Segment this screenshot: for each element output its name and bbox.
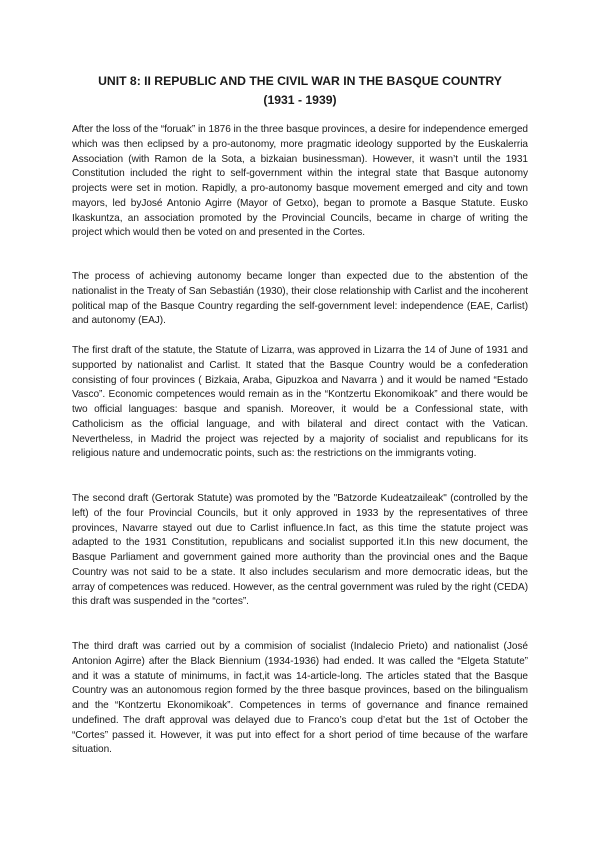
page-title: [72, 72, 528, 110]
paragraph-autonomy-process: The process of achieving autonomy became longer than expected due to the abstention of the nationalist in the Treaty of San Sebastián (1930), their close relationship with Carlist and the incoherent political map of the Basque Country regarding the self-government level: independence (EAE, Carlist) and autonomy (EAJ).: [72, 271, 528, 327]
paragraph-foruak: After the loss of the “foruak” in 1876 in the three basque provinces, a desire for independence emerged which was then eclipsed by a pro-autonomy, more pragmatic ideology supported by the Euskalerria Association (with Ramon de la Sota, a bizkaian businessman). However, it wasn’t until the 1931 Constitution included the right to self-government within the integral state that Basque autonomy projects were set in motion. Rapidly, a pro-autonomy basque movement emerged and city and town mayors, led byJosé Antonio Agirre (Mayor of Getxo), began to promote a Basque Statute. Eusko Ikaskuntza, an association promoted by the Provincial Councils, became in charge of writing the project which would then be voted on and presented in the Cortes.: [72, 124, 528, 239]
paragraph-elgeta-statute: The third draft was carried out by a commision of socialist (Indalecio Prieto) and nationalist (José Antonion Agirre) after the Black Biennium (1934-1936) had ended. It was called the “Elgeta Statute” and it was a statute of minimums, in fact,it was 14-article-long. The articles stated that the Basque Country was an autonomous region formed by the three basque provinces, based on the bilingualism and the “Kontzertu Ekonomikoak”. Competences in terms of governance and finance remained undefined. The draft approval was delayed due to Franco’s coup d’etat but the 1st of October the “Cortes” passed it. However, it was put into effect for a short period of time because of the warfare situation.: [72, 641, 528, 756]
paragraph-gestoras-statute: The second draft (Gertorak Statute) was promoted by the "Batzorde Kudeatzaileak" (controlled by the left) of the four Provincial Councils, but it only approved in 1933 by the representatives of three provinces, Navarre stayed out due to Carlist influence.In fact, as this time the statute project was adapted to the 1931 Constitution, republicans and socialist supported it.In this new document, the Basque Parliament and government gained more authority than the provincial ones and the Baque Country was not said to be a state. It also includes secularism and more democratic ideas, but the array of competences was reduced. However, as the central government was ruled by the right (CEDA) this draft was suspended in the “cortes”.: [72, 493, 528, 608]
title-line-1: UNIT 8: II REPUBLIC AND THE CIVIL WAR IN THE BASQUE COUNTRY: [98, 74, 502, 88]
title-line-2: (1931 - 1939): [263, 93, 337, 107]
paragraph-statute-lizarra: The first draft of the statute, the Statute of Lizarra, was approved in Lizarra the 14 of June of 1931 and supported by nationalist and Carlist. It stated that the Basque Country would be a confederation consisting of four provinces ( Bizkaia, Araba, Gipuzkoa and Navarra ) and it would be named “Estado Vasco”. Economic competences would remain as in the “Kontzertu Ekonomikoak” and there would be two official languages: basque and spanish. Moreover, it would be a Confessional state, with Catholicism as the official language, and with bilateral and direct contact with the Vatican. Nevertheless, in Madrid the project was rejected by a majority of socialist and republicans for its religious nature and undemocratic points, such as: the restrictions on the immigrants voting.: [72, 345, 528, 460]
